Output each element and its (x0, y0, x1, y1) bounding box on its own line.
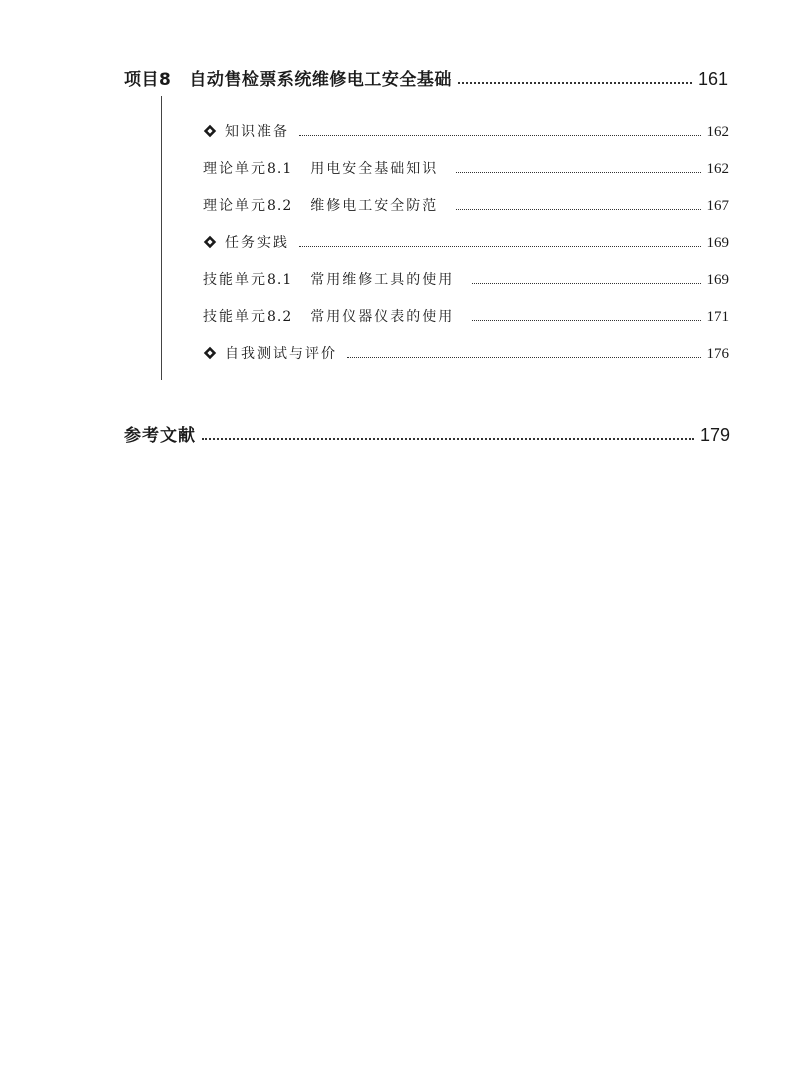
unit-title: 维修电工安全防范 (310, 198, 439, 214)
chapter-heading (124, 65, 452, 90)
leader-dots (456, 172, 700, 173)
unit-number: 8.2 (267, 198, 293, 214)
toc-references-entry[interactable] (124, 420, 730, 446)
entry-page-number: 171 (706, 309, 729, 325)
leader-dots (472, 320, 700, 321)
section-label (203, 343, 337, 363)
entry-page-number: 162 (706, 161, 729, 177)
toc-unit-entry[interactable] (203, 262, 729, 299)
toc-unit-entry[interactable] (203, 299, 729, 336)
unit-prefix: 技能单元 (203, 272, 267, 288)
unit-title: 常用仪器仪表的使用 (310, 309, 455, 325)
toc-section-entry[interactable] (203, 336, 729, 373)
references-label: 参考文献 (124, 426, 196, 446)
leader-dots (299, 246, 701, 247)
unit-label (203, 195, 438, 215)
unit-number: 8.1 (267, 272, 293, 288)
entry-page-number: 169 (706, 235, 729, 251)
unit-number: 8.2 (267, 309, 293, 325)
leader-dots (456, 209, 700, 210)
diamond-bullet-icon (203, 235, 217, 249)
unit-prefix: 理论单元 (203, 198, 267, 214)
unit-prefix: 理论单元 (203, 161, 267, 177)
section-title: 自我测试与评价 (225, 346, 337, 362)
section-title: 任务实践 (225, 235, 289, 251)
toc-unit-entry[interactable] (203, 188, 729, 225)
toc-section-entry[interactable] (203, 114, 729, 151)
references-page-number: 179 (699, 425, 730, 445)
entry-page-number: 162 (706, 124, 729, 140)
vertical-rule (161, 96, 162, 380)
leader-dots (299, 135, 701, 136)
leader-dots (472, 283, 700, 284)
unit-title: 用电安全基础知识 (310, 161, 439, 177)
chapter-title: 自动售检票系统维修电工安全基础 (189, 70, 452, 90)
leader-dots (458, 82, 692, 84)
unit-prefix: 技能单元 (203, 309, 267, 325)
toc-unit-entry[interactable] (203, 151, 729, 188)
diamond-bullet-icon (203, 124, 217, 138)
section-title: 知识准备 (225, 124, 289, 140)
unit-label (203, 269, 454, 289)
leader-dots (347, 357, 701, 358)
unit-number: 8.1 (267, 161, 293, 177)
chapter-page-number: 161 (697, 69, 728, 89)
unit-label (203, 158, 438, 178)
leader-dots (202, 438, 694, 440)
chapter-number: 项目8 (124, 70, 172, 90)
diamond-bullet-icon (203, 346, 217, 360)
unit-title: 常用维修工具的使用 (310, 272, 455, 288)
entry-page-number: 176 (706, 346, 729, 362)
entry-page-number: 167 (706, 198, 729, 214)
toc-entry-list (203, 114, 729, 373)
entry-page-number: 169 (706, 272, 729, 288)
unit-label (203, 306, 454, 326)
toc-chapter-entry[interactable] (124, 64, 728, 90)
section-label (203, 232, 289, 252)
section-label (203, 121, 289, 141)
toc-section-entry[interactable] (203, 225, 729, 262)
